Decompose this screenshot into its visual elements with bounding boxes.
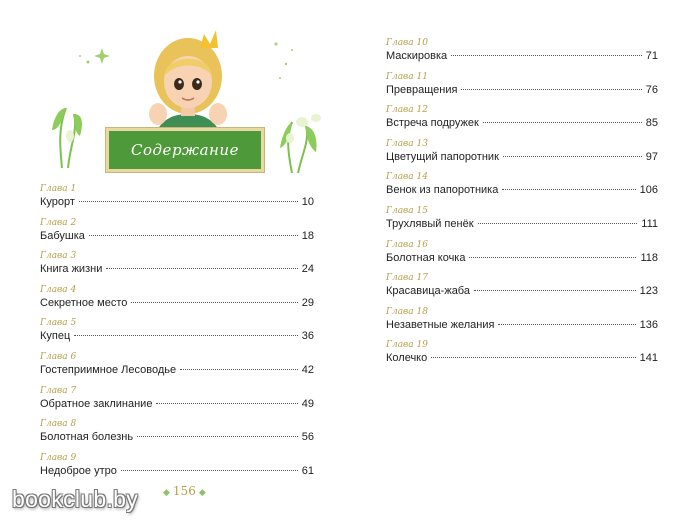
chapter-label: Глава 9 [40,452,77,463]
dot-leader [180,369,298,370]
chapter-title: Курорт [40,196,75,208]
dot-leader [431,357,635,358]
dot-leader [483,122,642,123]
contents-banner [106,128,264,172]
dot-leader [503,156,642,157]
toc-entry[interactable] [40,251,314,285]
page-number: 136 [639,318,658,331]
chapter-label: Глава 13 [386,138,428,149]
toc-entry[interactable] [386,307,658,341]
chapter-title: Красавица-жаба [386,285,470,298]
bookclub-watermark: bookclub.by [12,486,139,512]
page-number: 18 [301,229,314,242]
dot-leader [79,201,298,202]
chapter-title: Гостеприимное Лесоводье [40,363,177,376]
chapter-label: Глава 17 [386,273,428,284]
chapter-label: Глава 6 [40,351,77,362]
toc-entry[interactable] [40,218,314,252]
page-number: 36 [301,330,314,343]
toc-entry[interactable] [386,206,658,240]
toc-entry[interactable] [40,184,314,218]
chapter-title: Превращения [386,83,458,96]
contents-title: Содержание [131,141,239,159]
toc-entry[interactable] [40,419,314,453]
toc-entry[interactable] [40,318,314,352]
lily-plant-left-icon [52,108,82,168]
ornament-icon: ◆ [163,488,170,498]
page-number: 76 [645,83,658,96]
chapter-label: Глава 15 [386,205,428,216]
page-number: 61 [301,464,314,477]
chapter-label: Глава 11 [386,71,428,82]
page-number: 29 [301,296,314,309]
chapter-label: Глава 8 [40,419,77,430]
toc-entry[interactable] [40,453,314,487]
chapter-label: Глава 18 [386,306,428,317]
chapter-title: Недоброе утро [40,464,117,477]
chapter-label: Глава 7 [40,385,77,396]
toc-entry[interactable] [386,72,658,106]
chapter-title: Венок из папоротника [386,184,499,197]
chapter-title: Цветущий папоротник [386,150,499,163]
toc-entry[interactable] [40,386,314,420]
dot-leader [474,290,636,291]
toc-entry[interactable] [40,352,314,386]
page-number: 24 [301,263,314,276]
chapter-label: Глава 1 [40,184,77,194]
ornament-icon: ◆ [198,488,206,498]
page-number: 49 [301,397,314,410]
dot-leader [461,89,641,90]
page-number: 106 [639,184,658,197]
folio-number: 156 [172,484,196,498]
page-number: 123 [639,285,658,298]
page-number: 10 [301,196,314,208]
chapter-label: Глава 2 [40,217,77,228]
toc-entry[interactable] [40,285,314,319]
page-number: 97 [645,150,658,163]
page-number: 71 [645,50,658,62]
dot-leader [156,403,297,404]
chapter-title: Незаветные желания [386,318,495,331]
dot-leader [502,189,635,190]
page-number: 118 [640,251,658,264]
chapter-label: Глава 12 [386,105,428,116]
dot-leader [498,324,635,325]
toc-left-column [40,184,314,486]
dot-leader [121,470,298,471]
chapter-title: Маскировка [386,50,448,62]
dot-leader [106,268,297,269]
page-number: 42 [301,363,314,376]
dot-leader [137,436,298,437]
page-number: 85 [645,117,658,130]
chapter-title: Бабушка [40,229,85,242]
toc-entry[interactable] [386,105,658,139]
chapter-label: Глава 4 [40,284,77,295]
chapter-title: Болотная кочка [386,251,466,264]
page-number: 141 [639,352,658,365]
chapter-title: Болотная болезнь [40,431,134,444]
chapter-title: Колечко [386,352,428,365]
dot-leader [451,55,642,56]
chapter-title: Трухлявый пенёк [386,217,474,230]
chapter-label: Глава 5 [40,318,77,329]
chapter-title: Книга жизни [40,263,103,276]
lily-plant-right-icon [280,114,321,173]
toc-entry[interactable] [386,139,658,173]
dot-leader [131,302,297,303]
dot-leader [89,235,298,236]
dot-leader [478,223,638,224]
chapter-label: Глава 3 [40,251,77,262]
toc-entry[interactable] [386,240,658,274]
chapter-title: Обратное заклинание [40,397,153,410]
toc-entry[interactable] [386,172,658,206]
dot-leader [74,335,297,336]
page-number: 56 [301,431,314,444]
folio [160,484,209,498]
page-number: 111 [641,217,658,230]
chapter-title: Встреча подружек [386,117,479,130]
chapter-title: Секретное место [40,296,128,309]
crown-icon [200,30,218,48]
chapter-label: Глава 16 [386,239,428,250]
chapter-label: Глава 10 [386,38,428,48]
toc-entry[interactable] [386,340,658,374]
toc-right-column [386,38,658,374]
chapter-label: Глава 19 [386,340,428,351]
chapter-title: Купец [40,330,71,343]
chapter-label: Глава 14 [386,172,428,183]
toc-entry[interactable] [386,38,658,72]
dot-leader [469,257,636,258]
toc-entry[interactable] [386,273,658,307]
